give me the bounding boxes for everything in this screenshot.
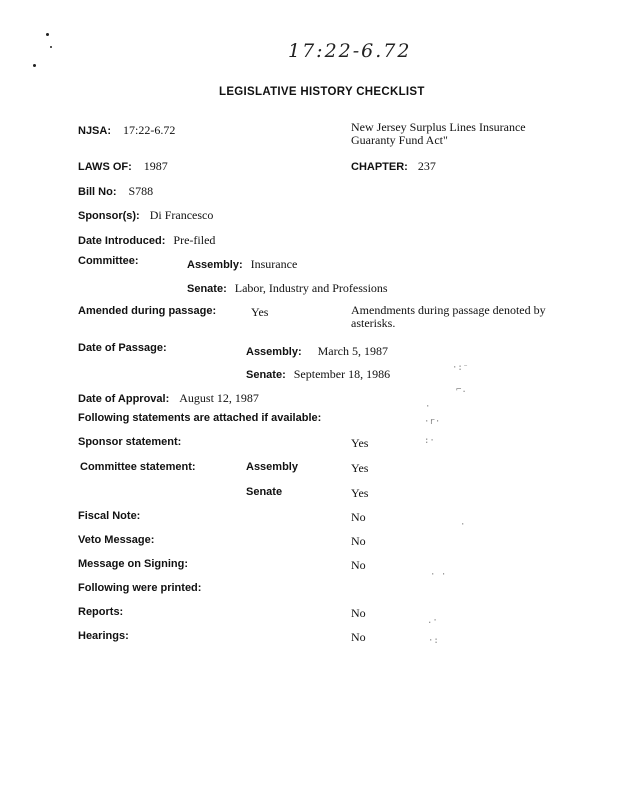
amended-note: Amendments during passage denoted by asterisks. (351, 303, 546, 330)
committee-senate-label: Senate: (187, 283, 227, 295)
njsa-label: NJSA: (78, 125, 112, 137)
committee-statement-senate-value: Yes (351, 486, 369, 500)
chapter-value: 237 (417, 159, 436, 173)
scan-artifact: ·: (428, 636, 439, 646)
hearings-value: No (351, 630, 366, 644)
passage-senate (246, 365, 390, 383)
margin-speck (33, 64, 36, 67)
date-introduced-label: Date Introduced: (78, 235, 166, 247)
reports-value: No (351, 606, 366, 620)
committee-assembly-value: Insurance (250, 257, 298, 271)
act-name: New Jersey Surplus Lines Insurance Guaranty Fund Act" (351, 120, 526, 147)
bill-no-value: S788 (128, 184, 154, 198)
laws-of-label: LAWS OF: (78, 161, 132, 173)
fiscal-note-value: No (351, 510, 366, 524)
attached-heading: Following statements are attached if available: (78, 412, 322, 424)
committee-statement-senate-label: Senate (246, 486, 283, 498)
scan-artifact: · (460, 520, 466, 530)
bill-no-row (78, 182, 153, 200)
sponsor-statement-value: Yes (351, 436, 369, 450)
margin-speck (50, 46, 52, 48)
margin-speck (46, 33, 49, 36)
approval-value: August 12, 1987 (179, 391, 259, 405)
committee-assembly-label: Assembly: (187, 259, 243, 271)
committee-label: Committee: (78, 255, 139, 267)
chapter-row (351, 157, 436, 175)
scan-artifact: :· (424, 436, 435, 446)
committee-statement-label: Committee statement: (80, 461, 196, 473)
approval-label: Date of Approval: (78, 393, 170, 405)
laws-of-row (78, 157, 168, 175)
printed-heading: Following were printed: (78, 582, 202, 594)
laws-of-value: 1987 (143, 159, 168, 173)
sponsors-value: Di Francesco (149, 208, 214, 222)
passage-assembly-label: Assembly: (246, 346, 302, 358)
njsa-row (78, 121, 175, 139)
handwritten-citation: 17:22-6.72 (288, 40, 412, 62)
committee-assembly (187, 255, 297, 273)
message-on-signing-value: No (351, 558, 366, 572)
njsa-value: 17:22-6.72 (123, 123, 176, 137)
message-on-signing-label: Message on Signing: (78, 558, 189, 570)
hearings-label: Hearings: (78, 630, 129, 642)
passage-senate-label: Senate: (246, 369, 286, 381)
committee-senate (187, 279, 388, 297)
scan-artifact: .· (427, 616, 438, 626)
sponsors-row (78, 206, 213, 224)
sponsor-statement-label: Sponsor statement: (78, 436, 182, 448)
bill-no-label: Bill No: (78, 186, 117, 198)
veto-message-label: Veto Message: (78, 534, 155, 546)
fiscal-note-label: Fiscal Note: (78, 510, 141, 522)
committee-senate-value: Labor, Industry and Professions (234, 281, 388, 295)
veto-message-value: No (351, 534, 366, 548)
date-introduced-row (78, 231, 215, 249)
passage-senate-value: September 18, 1986 (293, 367, 391, 381)
passage-label: Date of Passage: (78, 342, 167, 354)
amended-label: Amended during passage: (78, 305, 217, 317)
date-introduced-value: Pre-filed (173, 233, 216, 247)
passage-assembly (246, 342, 388, 360)
chapter-label: CHAPTER: (351, 161, 408, 173)
passage-assembly-value: March 5, 1987 (317, 344, 388, 358)
page-title: LEGISLATIVE HISTORY CHECKLIST (219, 86, 425, 98)
reports-label: Reports: (78, 606, 124, 618)
scan-artifact: · · (430, 570, 447, 580)
scan-artifact: ·r· (424, 417, 441, 427)
scan-artifact: ·:⁻ (452, 363, 469, 373)
scan-artifact: · (425, 402, 431, 412)
sponsors-label: Sponsor(s): (78, 210, 140, 222)
committee-statement-assembly-label: Assembly (246, 461, 298, 473)
approval-row (78, 389, 259, 407)
scan-artifact: ⌐. (456, 385, 467, 395)
amended-value: Yes (251, 305, 269, 319)
committee-statement-assembly-value: Yes (351, 461, 369, 475)
